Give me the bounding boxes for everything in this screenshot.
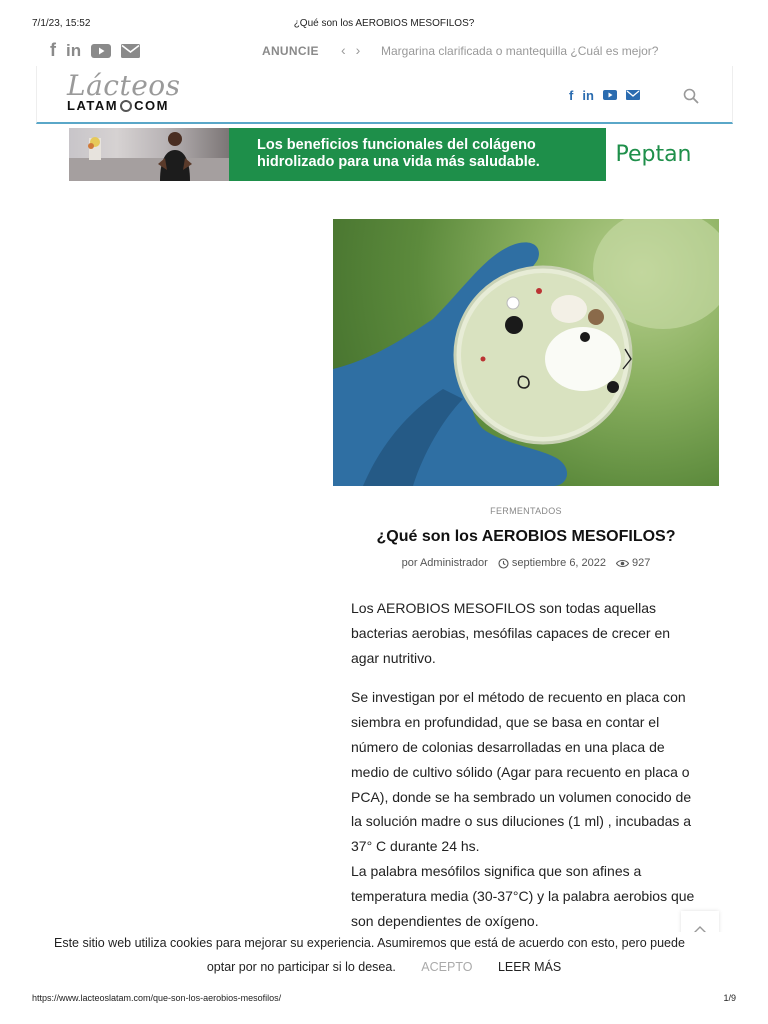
print-doc-title: ¿Qué son los AEROBIOS MESOFILOS?	[293, 18, 475, 29]
article-title: ¿Qué son los AEROBIOS MESOFILOS?	[376, 528, 676, 545]
youtube-icon[interactable]	[91, 44, 111, 58]
ad-line-1: Los beneficios funcionales del colágeno	[257, 137, 536, 153]
ad-line-2: hidrolizado para una vida más saludable.	[257, 154, 540, 170]
cookie-read-more-link[interactable]: LEER MÁS	[497, 960, 562, 974]
article-paragraph-1: Los AEROBIOS MESOFILOS son todas aquellas bacterias aerobias, mesófilas capaces de crecer en agar nutritivo.	[351, 600, 671, 666]
clock-icon	[498, 558, 509, 569]
print-url: https://www.lacteoslatam.com/que-son-los-aerobios-mesofilos/	[32, 993, 282, 1003]
article-date-wrap	[498, 557, 606, 569]
globe-icon	[120, 100, 132, 112]
mail-icon[interactable]	[626, 88, 640, 103]
news-ticker-link[interactable]: Margarina clarificada o mantequilla ¿Cuál es mejor?	[381, 44, 659, 58]
print-footer	[32, 993, 736, 1007]
ticker-next-button[interactable]: ›	[355, 42, 361, 58]
eye-icon	[616, 559, 629, 568]
social-links-top	[50, 40, 140, 61]
ad-banner[interactable]	[69, 128, 701, 181]
ad-brand-logo	[606, 128, 701, 181]
article-views: 927	[632, 557, 651, 569]
linkedin-icon[interactable]: in	[582, 88, 594, 103]
top-bar	[36, 38, 732, 66]
ad-photo	[69, 128, 229, 181]
ad-person-image	[155, 130, 195, 181]
site-logo[interactable]	[67, 69, 181, 120]
youtube-icon[interactable]	[603, 88, 617, 103]
cookie-text-1: Este sitio web utiliza cookies para mejorar su experiencia. Asumiremos que está de acuerdo con esto, pero puede	[54, 936, 685, 950]
article-body	[351, 596, 701, 933]
mail-icon[interactable]	[121, 44, 140, 58]
article-hero-image	[333, 219, 719, 486]
logo-script: Lácteos	[67, 69, 181, 102]
article-meta	[333, 557, 719, 569]
cookie-actions	[0, 960, 768, 974]
article-paragraph-3: La palabra mesófilos significa que son afines a temperatura media (30-37°C) y la palabra aerobios que son dependientes de oxígeno.	[351, 862, 695, 929]
article-date: septiembre 6, 2022	[511, 557, 607, 569]
facebook-icon[interactable]: f	[569, 88, 574, 103]
logo-brand-right: COM	[134, 98, 169, 113]
petri-dish-illustration	[333, 219, 719, 486]
ad-text	[257, 137, 540, 171]
print-header	[32, 18, 736, 32]
facebook-icon[interactable]: f	[50, 40, 56, 60]
cookie-notice	[0, 932, 768, 980]
article-author[interactable]: por Administrador	[401, 557, 488, 569]
ticker-arrows	[341, 42, 360, 58]
announce-link[interactable]: ANUNCIE	[262, 44, 319, 58]
logo-brand-left: LATAM	[67, 98, 119, 113]
cookie-text-2: optar por no participar si lo desea.	[206, 960, 396, 974]
ad-brand-name: Peptan	[615, 142, 692, 167]
search-icon[interactable]	[683, 88, 699, 104]
article-category[interactable]: FERMENTADOS	[490, 506, 562, 516]
social-links-header	[569, 88, 640, 103]
ticker-prev-button[interactable]: ‹	[341, 42, 346, 58]
article-views-wrap	[616, 557, 650, 569]
main-header	[36, 66, 733, 124]
print-page-number: 1/9	[723, 993, 736, 1003]
linkedin-icon[interactable]: in	[66, 40, 82, 60]
logo-brand	[67, 98, 177, 113]
cookie-accept-button[interactable]: ACEPTO	[421, 960, 473, 974]
article-paragraph-2: Se investigan por el método de recuento en placa con siembra en profundidad, que se basa en contar el número de colonias desarrolladas en una placa de medio de cultivo sólido (Agar para recuento en placa o PCA), donde se ha sembrado un volumen conocido de la solución madre o sus diluciones (1 ml) , incubadas a 37° C durante 24 hs.	[351, 689, 692, 855]
print-date: 7/1/23, 15:52	[32, 18, 91, 29]
